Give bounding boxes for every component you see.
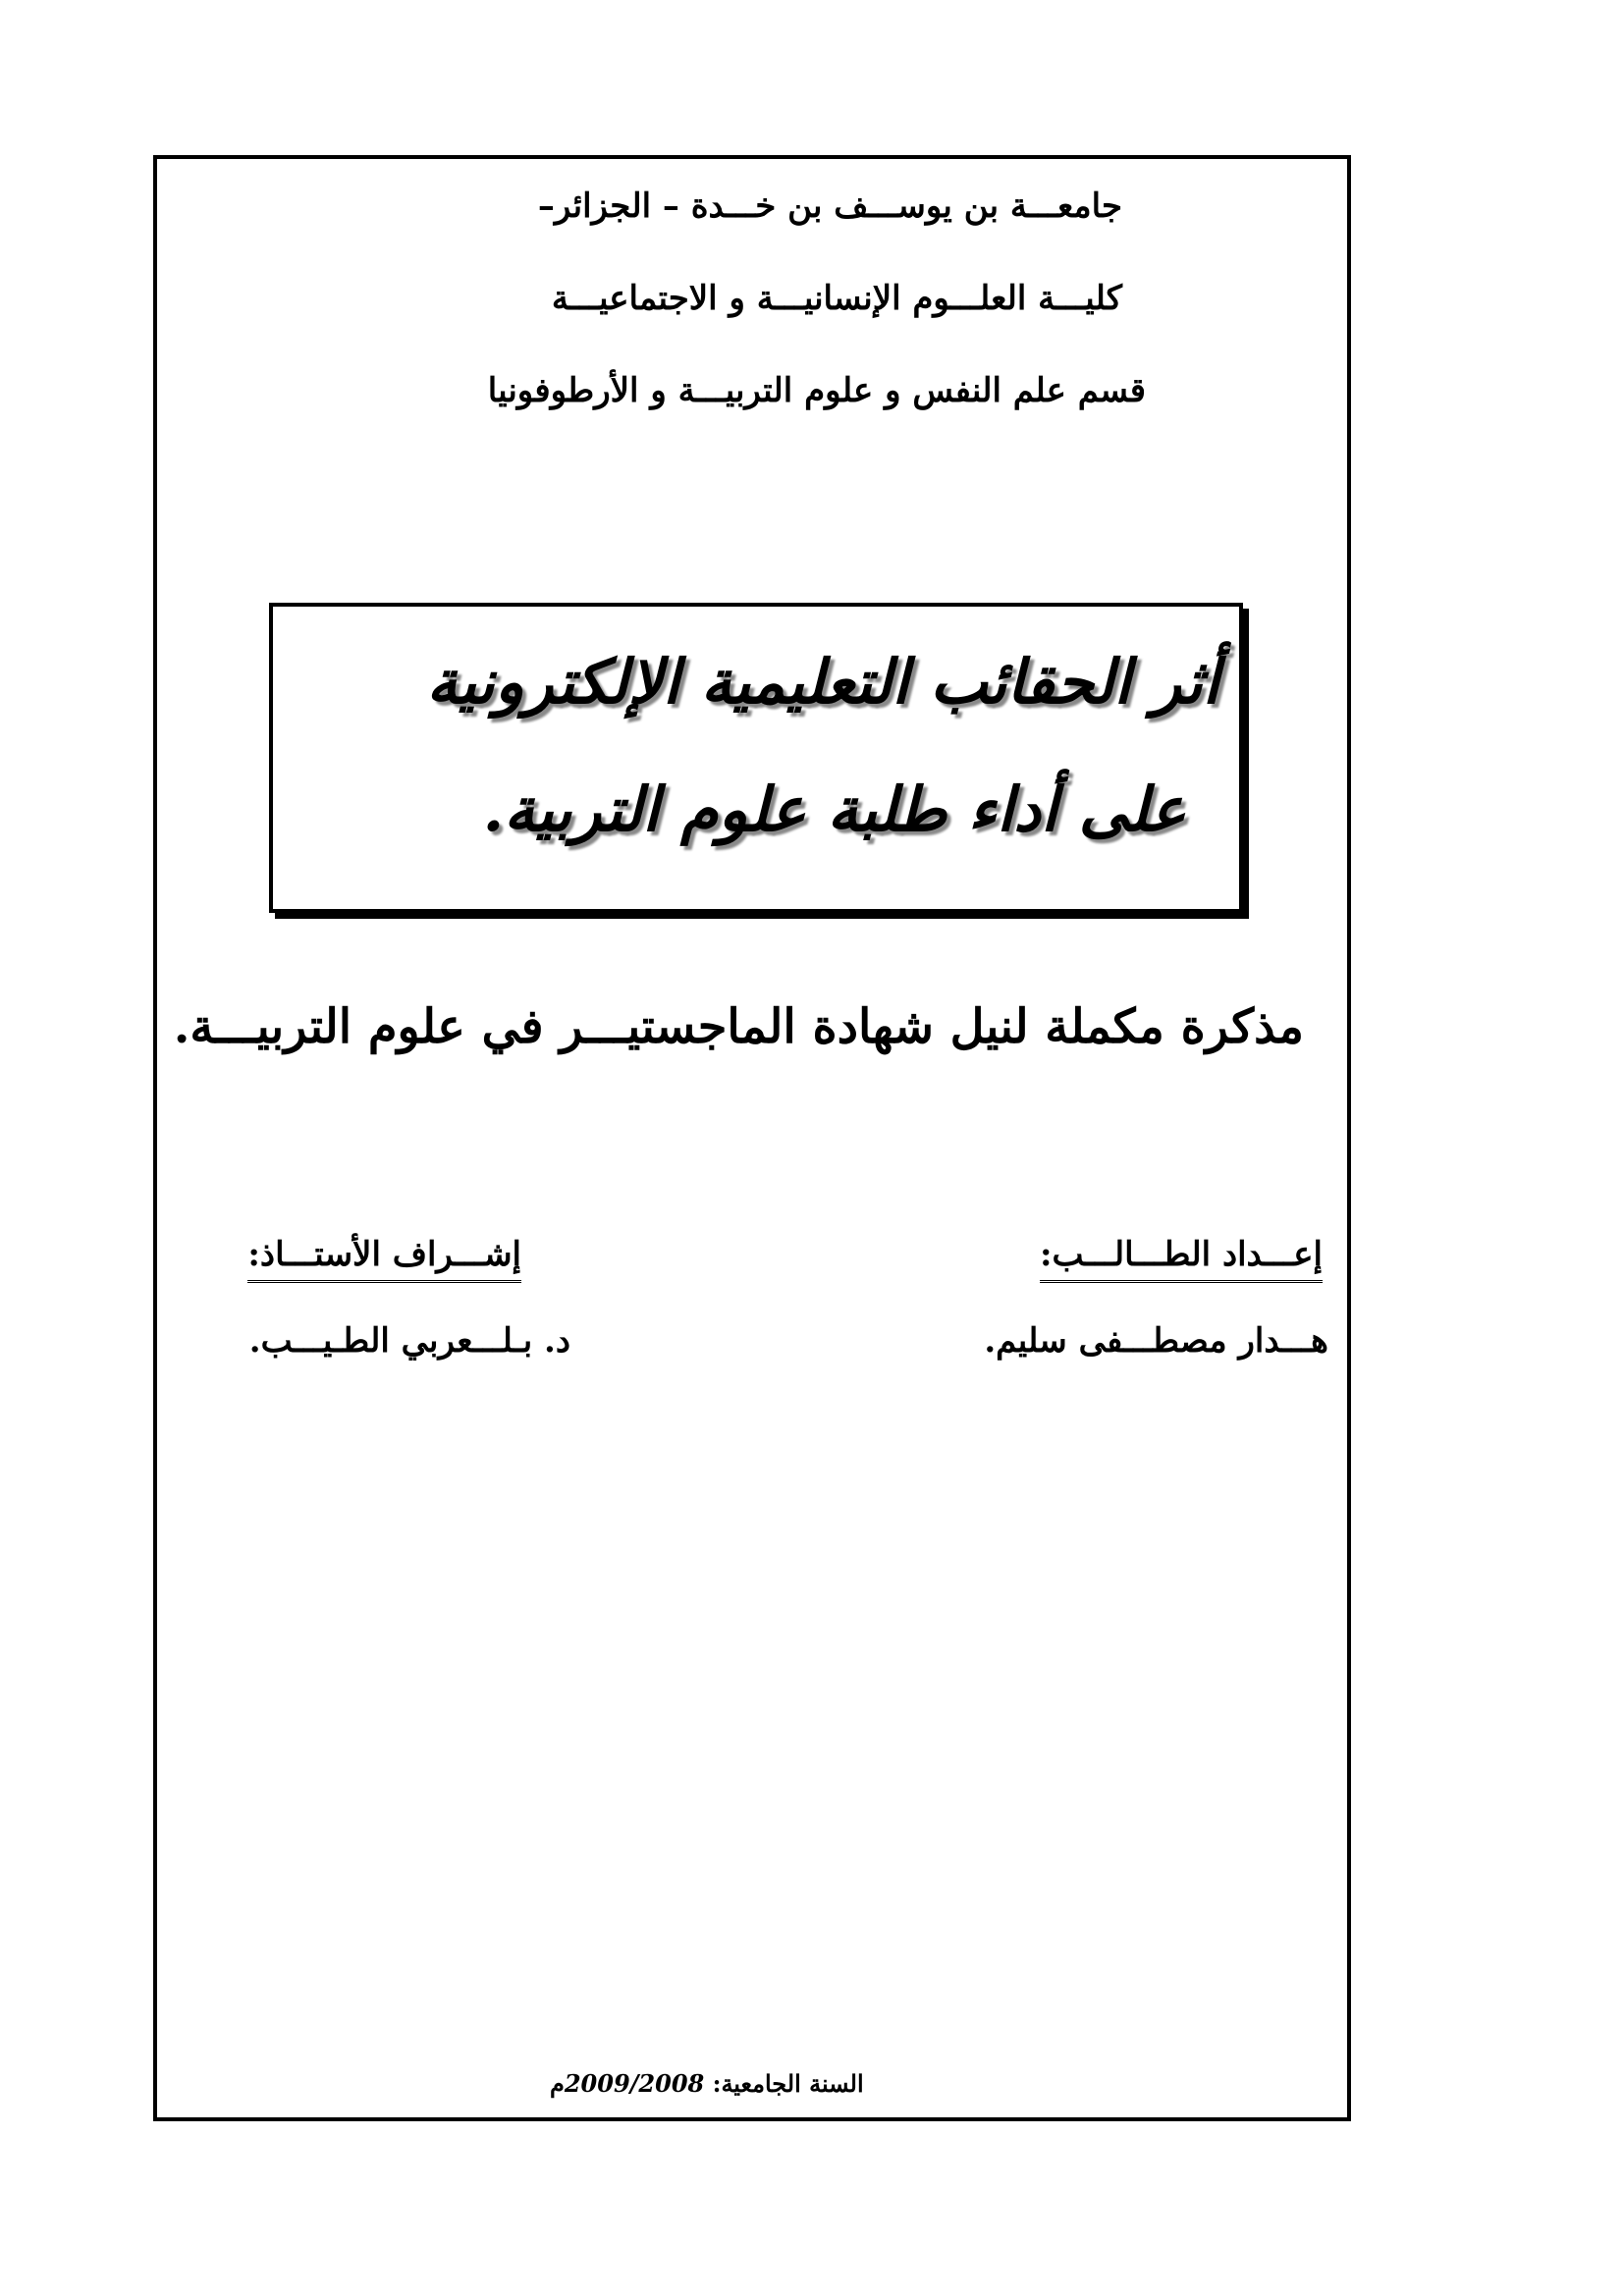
title-line-1: أثر الحقائب التعليمية الإلكترونية — [426, 646, 1219, 718]
page-border — [153, 155, 1351, 2121]
academic-year-suffix: م — [550, 2069, 565, 2098]
academic-year-label: السنة الجامعية: — [712, 2069, 864, 2098]
academic-year — [550, 2069, 864, 2098]
department-name: قسم علم النفس و علوم التربيـــة و الأرطوفونيا — [487, 371, 1146, 410]
faculty-name: كليـــة العلـــوم الإنسانيـــة و الاجتماعيـــة — [551, 279, 1122, 318]
supervisor-name: د. بـلـــعربي الطـيـــب. — [248, 1321, 570, 1361]
university-name: جامعـــة بن يوســـف بن خـــدة – الجزائر– — [537, 187, 1122, 226]
prepared-by-label: إعـــداد الطـــالـــب: — [1040, 1235, 1323, 1283]
title-line-2: على أداء طلبة علوم التربية. — [482, 774, 1186, 845]
title-box — [269, 603, 1243, 913]
supervised-by-label: إشـــراف الأستـــاذ: — [247, 1235, 521, 1283]
academic-year-value: 2009/2008 — [564, 2069, 705, 2098]
thesis-statement: مذكرة مكملة لنيل شهادة الماجستيـــر في علوم التربيـــة. — [173, 999, 1304, 1054]
student-name: هـــدار مصطـــفى سليم. — [984, 1321, 1328, 1361]
